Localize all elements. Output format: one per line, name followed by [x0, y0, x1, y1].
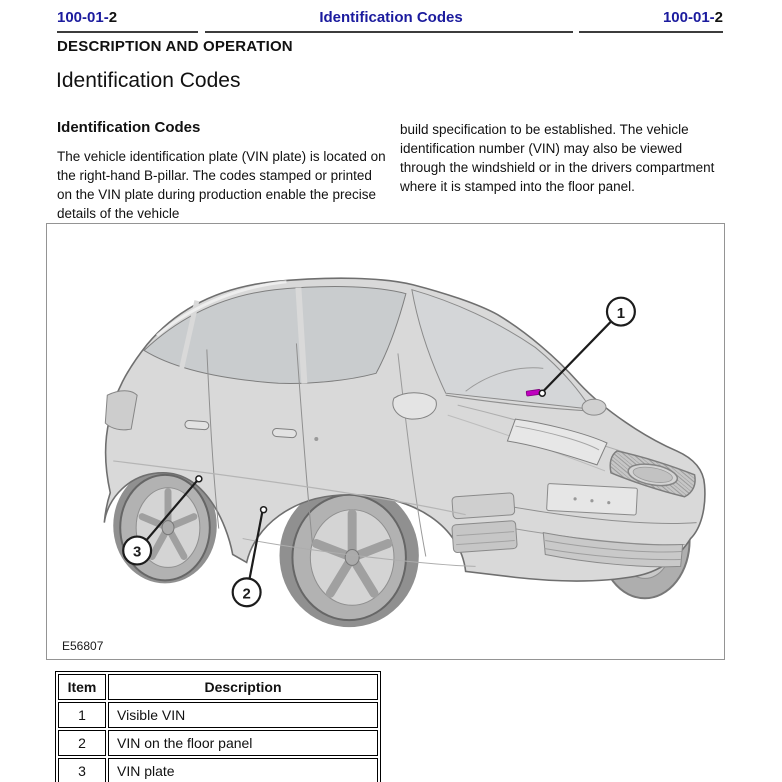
page-number-prefix: 100-01-	[662, 9, 715, 26]
article-subheading: Identification Codes	[57, 119, 201, 136]
table-row	[58, 730, 378, 756]
svg-text:2: 2	[242, 585, 251, 603]
svg-text:1: 1	[616, 304, 626, 322]
item-description: VIN plate	[108, 758, 378, 782]
paragraph-left-column: The vehicle identification plate (VIN plate) is located on the right-hand B-pillar. The codes stamped or printed on the VIN plate during production enable the precise details of the vehicle	[57, 149, 386, 221]
page-number-right	[663, 9, 723, 26]
running-title: Identification Codes	[319, 9, 463, 26]
far-side-mirror	[582, 399, 606, 415]
item-number: 1	[58, 702, 106, 728]
paragraph-right-column: build specification to be established. The vehicle identification number (VIN) may also be viewed through the windshield or in the drivers compartment where it is stamped into the floor panel.	[400, 122, 715, 194]
figure-code-label: E56807	[62, 639, 104, 653]
page-number-prefix: 100-01-	[57, 9, 109, 26]
svg-text:3: 3	[132, 543, 142, 561]
column-header-description: Description	[108, 674, 378, 700]
header-rule-left	[57, 31, 198, 33]
callout-2	[233, 578, 261, 606]
table-header-row	[58, 674, 378, 700]
item-description: VIN on the floor panel	[108, 730, 378, 756]
side-mirror	[393, 393, 436, 419]
item-number: 3	[58, 758, 106, 782]
item-description-table	[55, 671, 381, 782]
header-rule-center	[205, 31, 573, 33]
header-rule-right	[579, 31, 723, 33]
figure-frame	[46, 223, 725, 660]
table-row	[58, 702, 378, 728]
taillight	[105, 391, 137, 430]
item-description: Visible VIN	[108, 702, 378, 728]
table-row	[58, 758, 378, 782]
section-banner: DESCRIPTION AND OPERATION	[57, 38, 293, 55]
callout-1	[607, 298, 635, 326]
item-number: 2	[58, 730, 106, 756]
column-header-item: Item	[58, 674, 106, 700]
page-number-suffix: 2	[108, 9, 118, 26]
callout-3	[123, 537, 151, 565]
license-plate	[547, 484, 638, 516]
page-number-suffix: 2	[714, 9, 723, 26]
car-illustration	[47, 224, 724, 659]
page-title: Identification Codes	[56, 69, 241, 92]
